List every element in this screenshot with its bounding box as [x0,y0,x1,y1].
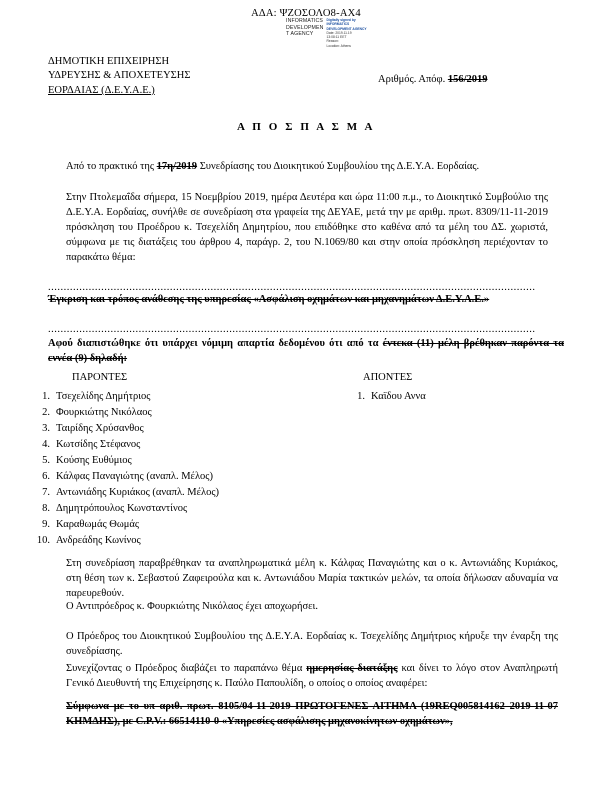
paragraph-substitute-members: Στη συνεδρίαση παραβρέθηκαν τα αναπληρωματικά μέλη κ. Κάλφας Παναγιώτης και ο κ. Αντωνιάδης Κυριάκος, στη θέση των κ. Σεβαστού Ζαφειρούλα και κ. Αντωνιάδου Μαρία τακτικών μελών, τα οποία δήλωσαν αδυναμία να παρευρεθούν. [66,558,558,599]
list-index: 7. [42,486,50,498]
member-name: Καϊδου Αννα [371,391,426,402]
member-name: Φουρκιώτης Νικόλαος [56,406,152,418]
org-line-1: ΔΗΜΟΤΙΚΗ ΕΠΙΧΕΙΡΗΣΗ [48,56,170,67]
paragraph-quorum [48,337,564,367]
member-name: Κωτσίδης Στέφανος [56,438,141,450]
p1-session-number: 17η/2019 [156,161,198,172]
separator-dots-bottom: ............................................................................................................................................................ [48,324,536,335]
paragraph-agenda-reading [66,662,558,692]
list-item [30,437,330,453]
paragraph-primary-request: Σύμφωνα με το υπ αριθ. πρωτ. 8105/04-11-2019 ΠΡΩΤΟΓΕΝΕΣ ΑΙΤΗΜΑ (19REQ005814162 2019-11-07 ΚΗΜΔΗΣ), με C.P.V.: 66514110-0 «Υπηρεσίες ασφάλισης μηχανοκίνητων οχημάτων», [66,701,558,727]
document-title: Α Π Ο Σ Π Α Σ Μ Α [236,121,376,133]
quorum-text-b: έντεκα (11) μέλη βρέθηκαν παρόντα τα εννέα (9) δηλαδή: [48,338,564,364]
list-item [30,453,330,469]
absent-column-header: ΑΠΟΝΤΕΣ [363,372,413,383]
p7-agenda-term: ημερησίας διατάξης [306,663,398,674]
list-item [30,517,330,533]
list-index: 3. [42,422,50,434]
list-index: 2. [42,406,50,418]
paragraph-minutes-reference [66,160,546,175]
quorum-text-a: Αφού διαπιστώθηκε ότι υπάρχει νόμιμη απαρτία δεδομένου ότι από τα [48,338,383,349]
list-index: 5. [42,454,50,466]
member-name: Αντωνιάδης Κυριάκος (αναπλ. Μέλος) [56,486,220,498]
member-name: Τσεχελίδης Δημήτριος [56,391,151,402]
ada-code-text: ΑΔΑ: ΨΖΟΣΟΛΟ8-ΑΧ4 [251,8,361,19]
member-name: Ταιρίδης Χρύσανθος [56,422,144,434]
list-index: 1. [42,391,50,402]
list-item [30,533,330,549]
member-name: Ανδρεάδης Κωνίνος [56,534,141,546]
present-column-header: ΠΑΡΟΝΤΕΣ [72,372,128,383]
agenda-subject: Έγκριση και τρόπος ανάθεσης της υπηρεσίας «Ασφάλιση οχημάτων και μηχανημάτων Δ.Ε.Υ.Α.Ε.» [48,294,490,305]
p1-after-text: Συνεδρίασης του Διοικητικού Συμβουλίου της Δ.Ε.Υ.Α. Εορδαίας. [197,161,480,172]
list-index: 9. [42,518,50,530]
list-item [355,389,575,405]
member-name: Κούσης Ευθύμιος [56,454,132,466]
member-name: Κάλφας Παναγιώτης (αναπλ. Μέλος) [56,470,213,482]
decision-number-value: 156/2019 [447,74,488,85]
paragraph-session-details: Στην Πτολεμαΐδα σήμερα, 15 Νοεμβρίου 2019, ημέρα Δευτέρα και ώρα 11:00 π.μ., το Διοικητικό Συμβούλιο της Δ.Ε.Υ.Α. Εορδαίας, συνήλθε σε συνεδρίαση στα γραφεία της ΔΕΥΑΕ, μετά την με αριθμ. πρωτ. 8309/11-11-2019 πρόσκληση του Προέδρου κ. Τσεχελίδη Δημητρίου, που επιδόθηκε στο καθένα από τα μέλη του ΔΣ. χωριστά, σύμφωνα με τις διατάξεις του άρθρου 4, παράγρ. 2, του Ν.1069/80 και στην οποία πρόσκληση περιέχονταν το παρακάτω θέμα: [66,192,548,263]
paragraph-vicepresident-left: Ο Αντιπρόεδρος κ. Φουρκιώτης Νικόλαος έχει αποχωρήσει. [66,601,318,612]
organization-block [48,55,190,98]
p7-after-text: και δίνει το λόγο στον Αναπληρωτή Γενικό Διευθυντή της Επιχείρησης κ. Παύλο Παπουλίδη, ο οποίος ο οποίος αναφέρει: [66,663,558,689]
list-item [30,405,330,421]
decision-number-label: Αριθμός. Απόφ. [378,74,446,85]
list-index: 6. [42,470,50,482]
list-index: 1. [357,391,365,402]
member-name: Καραθωμάς Θωμάς [56,518,140,530]
list-item [30,421,330,437]
informatics-development-agency-logo [286,18,406,48]
decision-number [378,74,488,85]
paragraph-session-opening: Ο Πρόεδρος του Διοικητικού Συμβουλίου της Δ.Ε.Υ.Α. Εορδαίας κ. Τσεχελίδης Δημήτριος κήρυξε την έναρξη της συνεδρίασης. [66,631,558,657]
separator-dots-top: ............................................................................................................................................................ [48,282,536,293]
org-line-2: ΥΔΡΕΥΣΗΣ & ΑΠΟΧΕΤΕΥΣΗΣ [48,70,191,82]
org-line-3: ΕΟΡΔΑΙΑΣ (Δ.Ε.Υ.Α.Ε.) [48,84,155,96]
list-index: 8. [42,502,50,514]
logo-agency-name: INFORMATICS DEVELOPMEN T AGENCY [286,18,324,38]
present-members-list [30,389,330,549]
list-item [30,501,330,517]
list-index: 10. [36,534,50,546]
list-item [30,485,330,501]
p7-before-text: Συνεχίζοντας ο Πρόεδρος διαβάζει το παραπάνω θέμα [66,663,307,674]
member-name: Δημητρόπουλος Κωνσταντίνος [56,502,188,514]
list-item [30,469,330,485]
p1-before-text: Από το πρακτικό της [66,161,157,172]
list-item [30,389,330,405]
list-index: 4. [42,438,50,450]
absent-members-list [355,389,575,405]
digital-signature-details: Digitally signed by INFORMATICS DEVELOPMENT AGENCY Date: 2019.11.19 13:08:11 EET Reason: Location: Athens [326,18,367,48]
